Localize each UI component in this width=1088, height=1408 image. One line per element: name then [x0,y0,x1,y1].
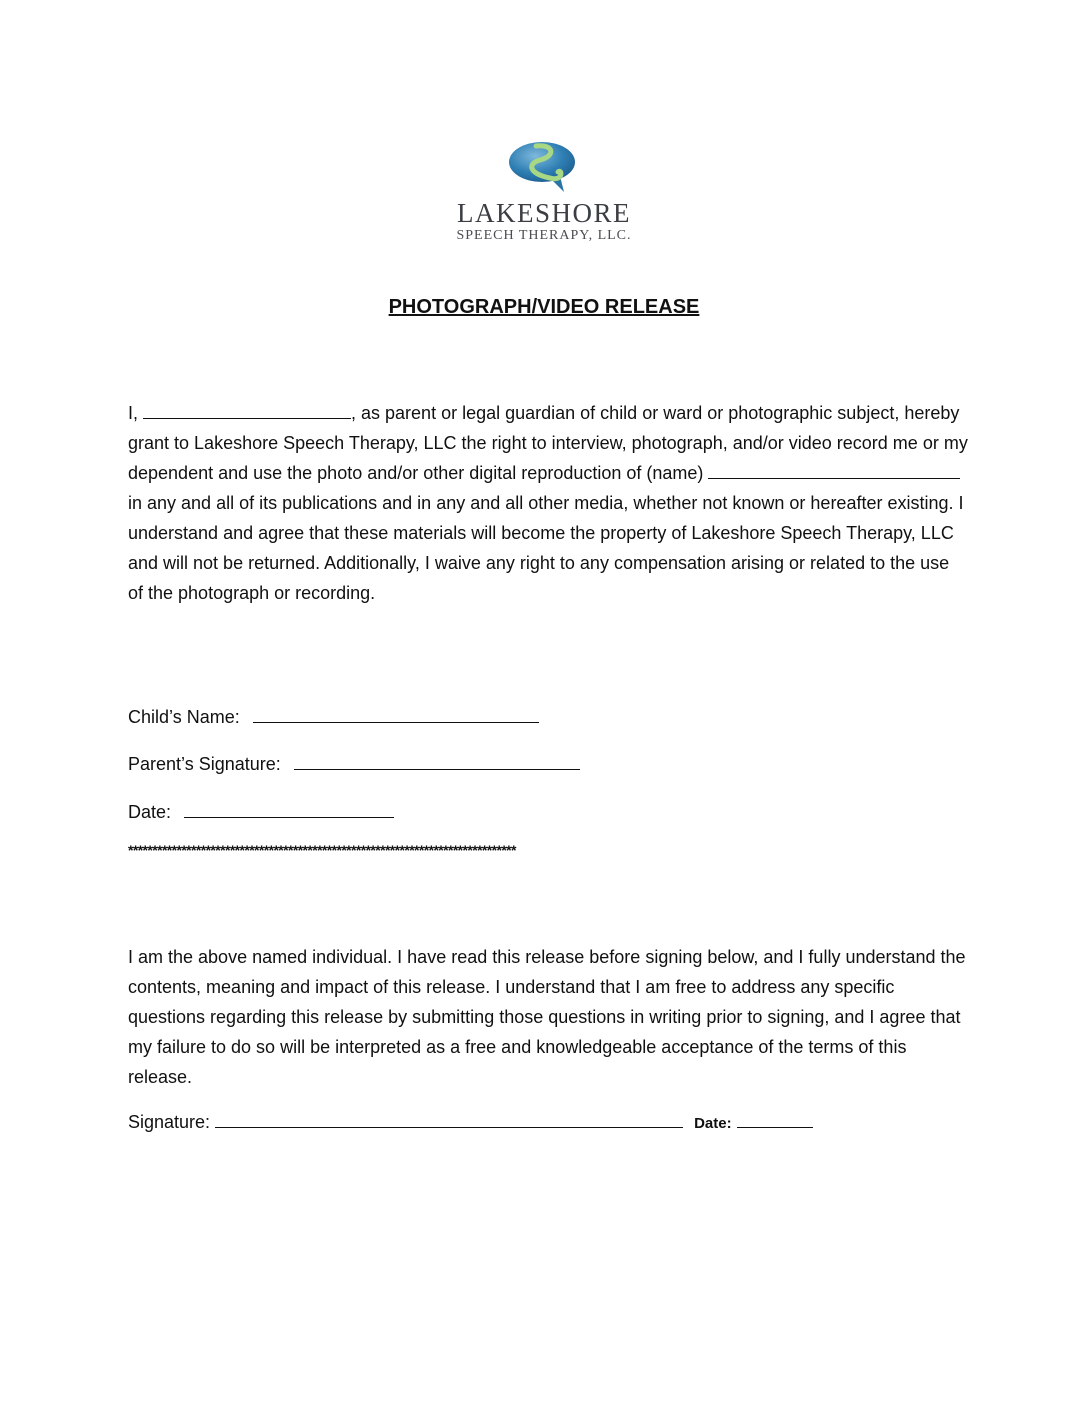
company-logo [0,138,1088,244]
release-text-part2: , as parent or legal guardian of child or ward or photographic subject, hereby grant to Lakeshore Speech Therapy, LLC the right to interview, photograph, and/or video record me or my dependent and use the photo and/or other digital reproduction of (name) [128,403,968,483]
page-title: PHOTOGRAPH/VIDEO RELEASE [388,296,700,318]
release-text-part1: I, [128,403,144,423]
signature-date-blank[interactable] [737,1109,813,1128]
separator-line: ******************************************************************************** [128,842,516,858]
parent-signature-label: Parent’s Signature: [128,754,281,774]
signature-date-label: Date: [694,1115,732,1132]
signature-row [128,1109,813,1136]
child-name-blank[interactable] [253,704,539,723]
guardian-name-blank[interactable] [143,400,351,419]
date-field [128,799,394,824]
date-label: Date: [128,802,172,822]
signature-label: Signature: [128,1112,211,1132]
child-name-label: Child’s Name: [128,707,240,727]
child-name-field [128,704,539,729]
release-text-part3: in any and all of its publications and in any and all other media, whether not known or hereafter existing. I understand and agree that these materials will become the property of Lakeshore Speech Therapy, LLC and will not be returned. Additionally, I waive any right to any compensation arising or related to the use of the photograph or recording. [128,493,964,603]
release-paragraph [128,398,968,608]
parent-signature-blank[interactable] [294,751,580,770]
parent-signature-field [128,751,580,776]
date-blank[interactable] [184,799,394,818]
subject-name-blank[interactable] [708,460,960,479]
logo-subtitle: SPEECH THERAPY, LLC. [456,228,632,243]
logo-name: LAKESHORE [457,198,631,228]
speech-bubble-logo-icon [506,138,582,194]
acknowledgement-paragraph: I am the above named individual. I have read this release before signing below, and I fully understand the contents, meaning and impact of this release. I understand that I am free to address any specific questions regarding this release by submitting those questions in writing prior to signing, and I agree that my failure to do so will be interpreted as a free and knowledgeable acceptance of the terms of this release. [128,947,966,1087]
signature-blank[interactable] [215,1109,683,1128]
